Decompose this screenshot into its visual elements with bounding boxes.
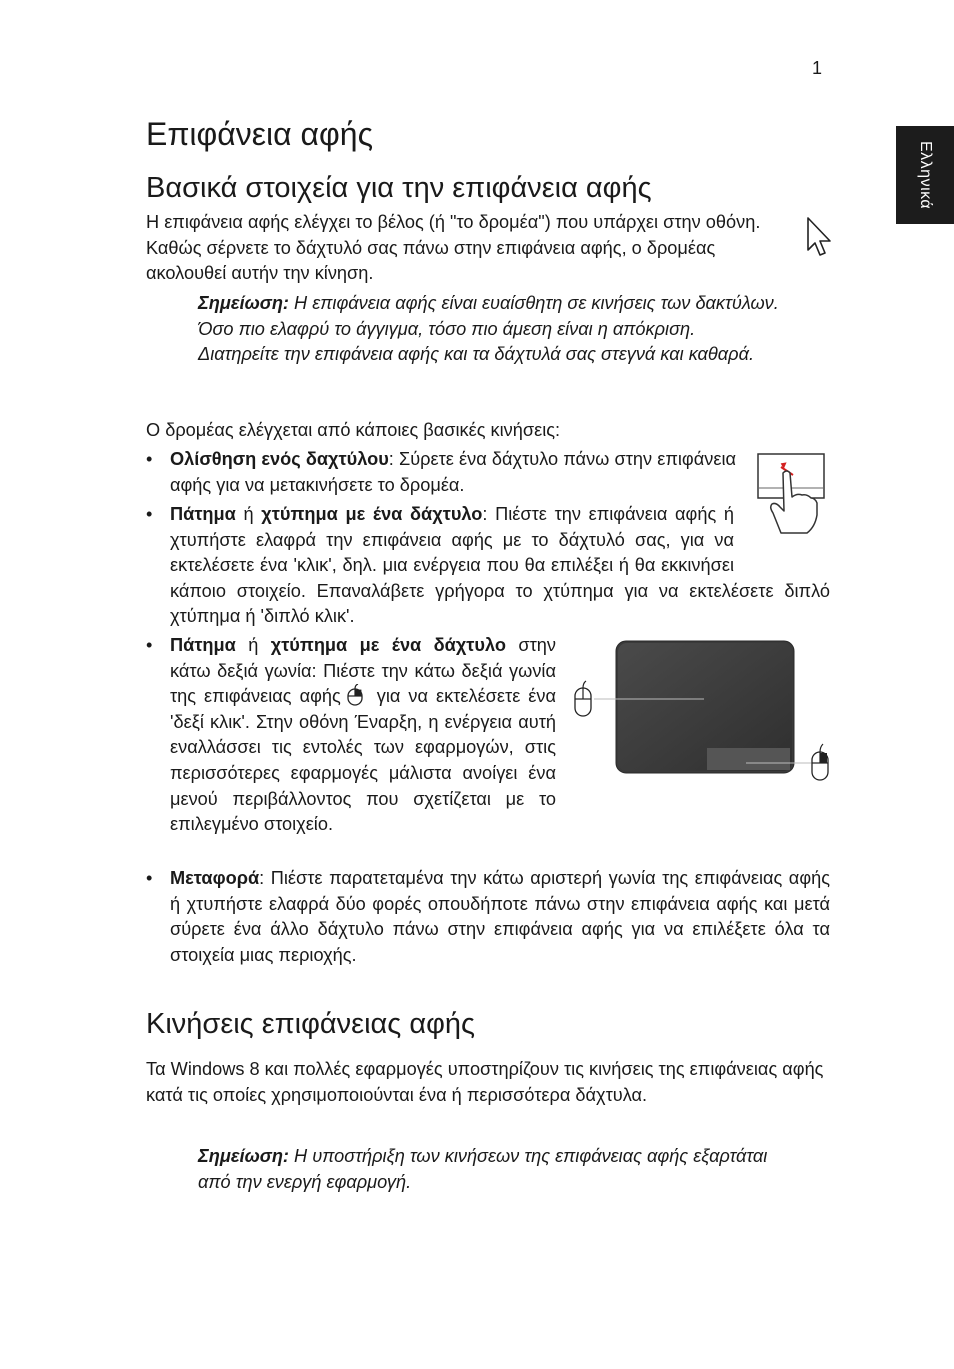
mouse-icon xyxy=(575,681,591,716)
language-tab xyxy=(896,126,954,224)
bullet-bold: χτύπημα με ένα δάχτυλο xyxy=(261,504,483,524)
note-touch-sensitivity xyxy=(198,291,818,368)
list-item-tap: • Πάτημα ή χτύπημα με ένα δάχτυλο: Πιέστε την επιφάνεια αφής ή χτυπήστε ελαφρά την επιφάνεια αφής με το δάχτυλό σας, για να εκτελέσετε ένα 'κλικ', δηλ. μια ενέργεια που θα επιλέξει ή θα εκκινήσει κάποιο στοιχείο. Επαναλάβετε γρήγορα το χτύπημα για να εκτελέσετε διπλό χτύπημα ή 'διπλό κλικ'. xyxy=(146,504,830,627)
finger-swipe-icon xyxy=(755,451,827,535)
language-tab-label: Ελληνικά xyxy=(917,140,934,210)
list-item-drag: • Μεταφορά: Πιέστε παρατεταμένα την κάτω αριστερή γωνία της επιφάνειας αφής ή χτυπήστε ελαφρά δύο φορές οπουδήποτε πάνω στην επιφάνεια αφής και μετά σύρετε ένα άλλο δάχτυλο πάνω στην επιφάνεια αφής για να επιλέξετε όλα τα στοιχεία μιας περιοχής. xyxy=(146,868,830,965)
note-gesture-support xyxy=(198,1144,798,1195)
pointer-cursor-icon xyxy=(806,216,832,258)
bullet-text: : Πιέστε την επιφάνεια αφής ή χτυπήστε ελαφρά την επιφάνεια αφής με το δάχτυλό σας, για να εκτελέσετε ένα 'κλικ', δηλ. μια ενέργεια που θα επιλέξει ή θα εκκινήσει κάποιο στοιχείο. Επαναλάβετε γρήγορα το χτύπημα για να εκτελέσετε διπλό χτύπημα ή 'διπλό κλικ'. xyxy=(170,504,830,627)
page-number: 1 xyxy=(812,58,823,78)
bullet-text: στην κάτω δεξιά γωνία: Πιέστε την κάτω δεξιά γωνία της επιφάνειας αφής xyxy=(170,635,556,707)
bullet-text: ή xyxy=(235,635,271,655)
note-label: Σημείωση: xyxy=(198,293,289,313)
intro-paragraph: Η επιφάνεια αφής ελέγχει το βέλος (ή "το δρομέα") που υπάρχει στην οθόνη. Καθώς σέρνετε το δάχτυλό σας πάνω στην επιφάνεια αφής, ο δρομέας ακολουθεί αυτήν την κίνηση. xyxy=(146,212,761,284)
mouse-icon xyxy=(812,744,828,780)
bullet-bold: χτύπημα με ένα δάχτυλο xyxy=(270,635,506,655)
note-text-dry: Διατηρείτε την επιφάνεια αφής και τα δάχτυλά σας στεγνά και καθαρά. xyxy=(198,344,755,365)
note-text: Η υποστήριξη των κινήσεων της επιφάνειας αφής εξαρτάται από την ενεργή εφαρμογή. xyxy=(198,1146,768,1192)
lead-paragraph: Ο δρομέας ελέγχεται από κάποιες βασικές κινήσεις: xyxy=(146,420,561,440)
bullet-text: : Πιέστε παρατεταμένα την κάτω αριστερή γωνία της επιφάνειας αφής ή χτυπήστε ελαφρά δύο φορές οπουδήποτε πάνω στην επιφάνεια αφής και μετά σύρετε ένα άλλο δάχτυλο πάνω στην επιφάνεια αφής για να επιλέξετε όλα τα στοιχεία μιας περιοχής. xyxy=(170,868,830,965)
page-title: Επιφάνεια αφής xyxy=(146,116,374,152)
list-item-slide: • Ολίσθηση ενός δαχτύλου: Σύρετε ένα δάχτυλο πάνω στην επιφάνεια αφής για να μετακινήσετε το δρομέα. xyxy=(146,449,736,495)
bullet-text: : Σύρετε ένα δάχτυλο πάνω στην επιφάνεια αφής για να μετακινήσετε το δρομέα. xyxy=(170,449,736,495)
bullet-text: ή xyxy=(235,504,262,524)
bullet-bold: Πάτημα xyxy=(170,504,236,524)
note-label: Σημείωση: xyxy=(198,1146,289,1166)
bullet-bold: Ολίσθηση ενός δαχτύλου xyxy=(170,449,389,469)
note-text: Η επιφάνεια αφής είναι ευαίσθητη σε κινήσεις των δακτύλων. Όσο πιο ελαφρύ το άγγιγμα, τόσο πιο άμεση είναι η απόκριση. xyxy=(198,293,779,339)
section-heading-basics: Βασικά στοιχεία για την επιφάνεια αφής xyxy=(146,172,652,204)
bullet-bold: Μεταφορά xyxy=(170,868,260,888)
bullet-bold: Πάτημα xyxy=(170,635,236,655)
bullet-text: για να εκτελέσετε ένα 'δεξί κλικ'. Στην οθόνη Έναρξη, η ενέργεια αυτή εναλλάσσει τις εντολές των εφαρμογών, στις περισσότερες εφαρμογές μάλιστα ανοίγει ένα μενού περιβάλλοντος που σχετίζεται με το επιλεγμένο στοιχείο. xyxy=(170,686,557,835)
section-heading-gestures: Κινήσεις επιφάνειας αφής xyxy=(146,1008,476,1040)
touchpad-illustration xyxy=(572,638,836,786)
gestures-paragraph: Τα Windows 8 και πολλές εφαρμογές υποστηρίζουν τις κινήσεις της επιφάνειας αφής κατά τις οποίες χρησιμοποιούνται ένα ή περισσότερα δάχτυλα. xyxy=(146,1059,824,1105)
mouse-icon xyxy=(345,684,365,706)
list-item-right-click: • Πάτημα ή χτύπημα με ένα δάχτυλο στην κάτω δεξιά γωνία: Πιέστε την κάτω δεξιά γωνία της επιφάνειας αφής για να εκτελέσετε ένα 'δεξί κλικ'. Στην οθόνη Έναρξη, η ενέργεια αυτή εναλλάσσει τις εντολές των εφαρμογών, στις περισσότερες εφαρμογές μάλιστα ανοίγει ένα μενού περιβάλλοντος που σχετίζεται με το επιλεγμένο στοιχείο. xyxy=(146,635,557,835)
